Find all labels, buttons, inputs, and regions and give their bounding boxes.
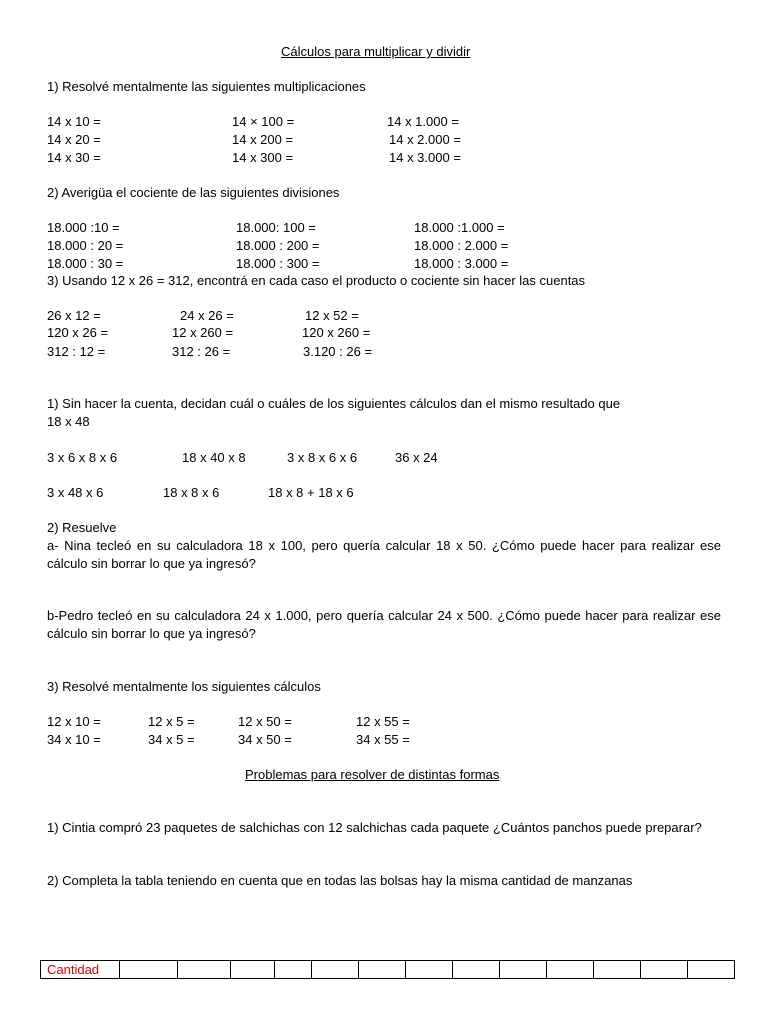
calc-item: 14 x 3.000 = — [389, 150, 461, 165]
problem-text: 2) Completa la tabla teniendo en cuenta que en todas las bolsas hay la misma cantidad de manzanas — [47, 873, 633, 888]
calc-item: 12 x 260 = — [172, 325, 234, 340]
table-cell[interactable] — [120, 961, 178, 979]
calc-item: 18.000 : 3.000 = — [414, 256, 509, 271]
calc-item: 18.000 : 2.000 = — [414, 238, 509, 253]
calc-item: 120 x 260 = — [302, 325, 371, 340]
question-text: 18 x 48 — [47, 414, 90, 429]
calc-item: 14 x 30 = — [47, 150, 101, 165]
calc-item: 14 x 1.000 = — [387, 114, 459, 129]
calc-item: 14 × 100 = — [232, 114, 295, 129]
calc-item: 34 x 5 = — [148, 732, 195, 747]
calc-item: 14 x 20 = — [47, 132, 101, 147]
option-item: 18 x 8 + 18 x 6 — [268, 485, 354, 500]
calc-item: 14 x 2.000 = — [389, 132, 461, 147]
option-item: 36 x 24 — [395, 450, 438, 465]
calc-item: 18.000 : 200 = — [236, 238, 320, 253]
page-title: Cálculos para multiplicar y dividir — [281, 44, 471, 59]
calc-item: 34 x 50 = — [238, 732, 292, 747]
table-cell[interactable] — [178, 961, 231, 979]
calc-item: 34 x 10 = — [47, 732, 101, 747]
table-cell[interactable] — [359, 961, 406, 979]
option-item: 3 x 8 x 6 x 6 — [287, 450, 358, 465]
table-row-label: Cantidad — [41, 961, 120, 979]
section2-heading: 2) Averigüa el cociente de las siguientes divisiones — [47, 185, 340, 200]
calc-item: 14 x 10 = — [47, 114, 101, 129]
table-cell[interactable] — [406, 961, 453, 979]
calc-item: 3.120 : 26 = — [303, 344, 373, 359]
calc-item: 26 x 12 = — [47, 308, 101, 323]
section3-heading: 3) Usando 12 x 26 = 312, encontrá en cada caso el producto o cociente sin hacer las cuentas — [47, 273, 586, 288]
table-cell[interactable] — [547, 961, 594, 979]
option-item: 18 x 40 x 8 — [182, 450, 246, 465]
calc-item: 12 x 50 = — [238, 714, 292, 729]
calc-item: 18.000 : 30 = — [47, 256, 124, 271]
question-text: b-Pedro tecleó en su calculadora 24 x 1.000, pero quería calcular 24 x 500. ¿Cómo puede hacer para realizar ese cálculo sin borrar lo que ya ingresó? — [47, 608, 721, 641]
question-text: a- Nina tecleó en su calculadora 18 x 100, pero quería calcular 18 x 50. ¿Cómo puede hacer para realizar ese cálculo sin borrar lo que ya ingresó? — [47, 538, 721, 571]
calc-item: 312 : 12 = — [47, 344, 106, 359]
table-cell[interactable] — [312, 961, 359, 979]
calc-item: 120 x 26 = — [47, 325, 109, 340]
question-heading: 3) Resolvé mentalmente los siguientes cálculos — [47, 679, 321, 694]
option-item: 3 x 6 x 8 x 6 — [47, 450, 118, 465]
table-cell[interactable] — [594, 961, 641, 979]
option-item: 3 x 48 x 6 — [47, 485, 104, 500]
question-heading: 2) Resuelve — [47, 520, 117, 535]
calc-item: 24 x 26 = — [180, 308, 234, 323]
calc-item: 18.000 :10 = — [47, 220, 120, 235]
table-cell[interactable] — [688, 961, 735, 979]
table-cell[interactable] — [231, 961, 275, 979]
section1-heading: 1) Resolvé mentalmente las siguientes multiplicaciones — [47, 79, 366, 94]
calc-item: 12 x 52 = — [305, 308, 359, 323]
table-row — [41, 961, 735, 979]
calc-item: 18.000: 100 = — [236, 220, 316, 235]
table-cell[interactable] — [641, 961, 688, 979]
problem-text: 1) Cintia compró 23 paquetes de salchichas con 12 salchichas cada paquete ¿Cuántos panchos puede preparar? — [47, 820, 702, 835]
table-cell[interactable] — [500, 961, 547, 979]
section-title: Problemas para resolver de distintas formas — [245, 767, 500, 782]
calc-item: 12 x 10 = — [47, 714, 101, 729]
calc-item: 18.000 : 300 = — [236, 256, 320, 271]
calc-item: 18.000 : 20 = — [47, 238, 124, 253]
calc-item: 18.000 :1.000 = — [414, 220, 505, 235]
calc-item: 12 x 55 = — [356, 714, 410, 729]
calc-item: 312 : 26 = — [172, 344, 231, 359]
table-cell[interactable] — [453, 961, 500, 979]
calc-item: 12 x 5 = — [148, 714, 195, 729]
calc-item: 14 x 300 = — [232, 150, 294, 165]
calc-item: 14 x 200 = — [232, 132, 294, 147]
calc-item: 34 x 55 = — [356, 732, 410, 747]
table-cell[interactable] — [275, 961, 312, 979]
apples-table — [40, 960, 735, 979]
option-item: 18 x 8 x 6 — [163, 485, 220, 500]
question-text: 1) Sin hacer la cuenta, decidan cuál o cuáles de los siguientes cálculos dan el mismo resultado que — [47, 396, 621, 411]
